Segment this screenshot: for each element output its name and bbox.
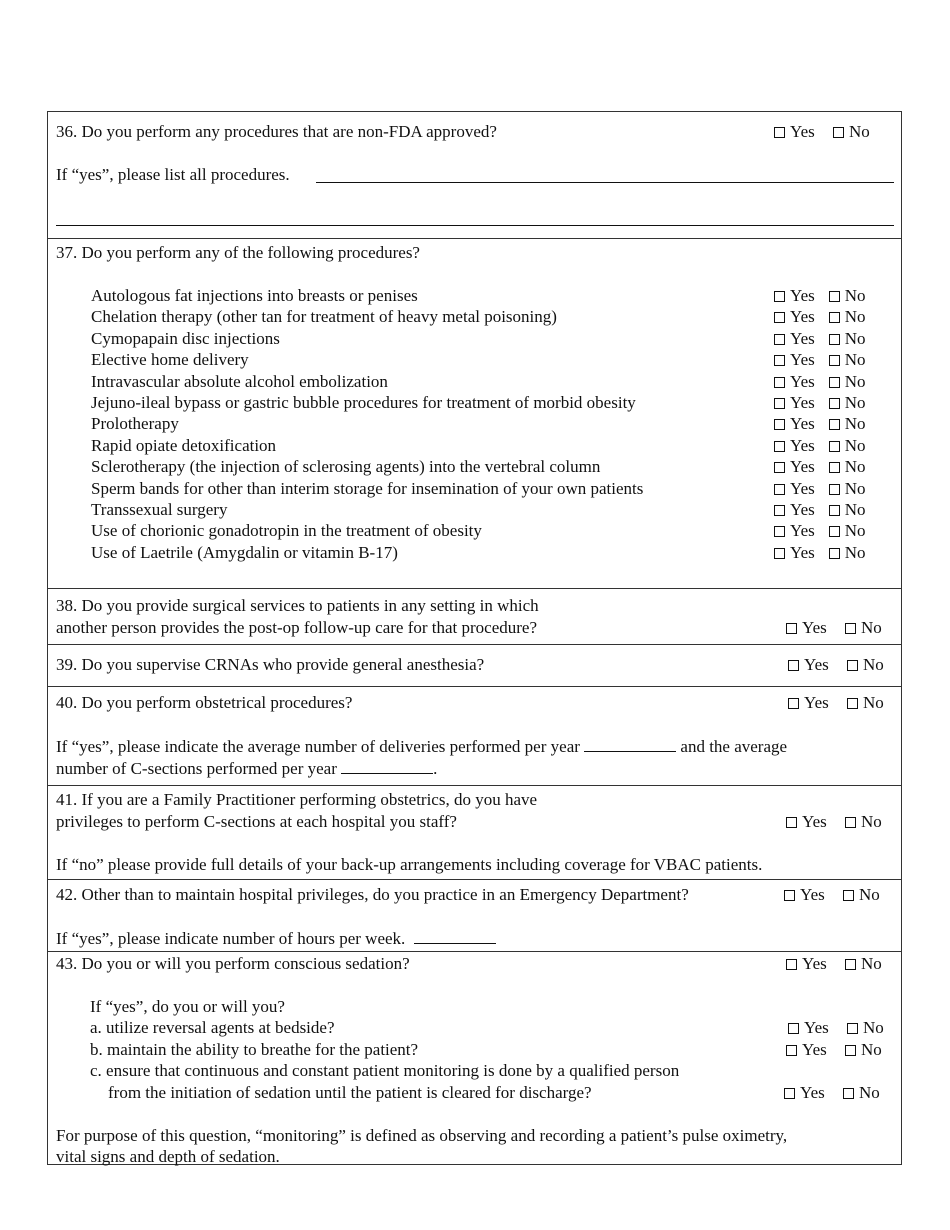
question-43-note-line-1: For purpose of this question, “monitoring” is defined as observing and recording a patient’s pulse oximetry,	[56, 1126, 788, 1145]
yes-checkbox[interactable]	[788, 693, 829, 713]
yes-label: Yes	[802, 1040, 827, 1059]
yes-label: Yes	[790, 435, 815, 455]
procedures-list-line-2[interactable]	[56, 225, 894, 226]
hours-prompt: If “yes”, please indicate number of hours per week.	[56, 929, 406, 948]
yes-checkbox[interactable]	[786, 954, 827, 974]
yes-label: Yes	[790, 393, 815, 412]
question-42-followup	[56, 928, 496, 949]
yes-checkbox[interactable]	[774, 329, 815, 349]
procedure-item-answer	[774, 307, 866, 327]
checkbox-icon	[784, 890, 795, 901]
question-43-a: a. utilize reversal agents at bedside?	[90, 1018, 335, 1037]
no-label: No	[844, 542, 866, 562]
yes-checkbox[interactable]	[774, 521, 815, 541]
yes-checkbox[interactable]	[786, 618, 827, 638]
question-36-text: 36. Do you perform any procedures that are non-FDA approved?	[56, 122, 497, 141]
no-checkbox[interactable]	[845, 618, 882, 638]
question-43-answer	[786, 954, 882, 974]
no-checkbox[interactable]	[829, 286, 866, 306]
checkbox-icon	[829, 398, 840, 409]
no-label: No	[844, 500, 866, 519]
question-41-line-1: 41. If you are a Family Practitioner performing obstetrics, do you have	[56, 790, 538, 809]
procedure-item-answer	[774, 457, 866, 477]
question-43-c-line-1: c. ensure that continuous and constant patient monitoring is done by a qualified person	[90, 1061, 680, 1080]
procedure-item-answer	[774, 393, 866, 413]
checkbox-icon	[774, 484, 785, 495]
checkbox-icon	[788, 698, 799, 709]
yes-label: Yes	[790, 328, 815, 348]
no-label: No	[844, 521, 866, 541]
question-42-answer	[784, 885, 880, 905]
yes-label: Yes	[790, 350, 815, 370]
procedure-item-label: Sclerotherapy (the injection of sclerosing agents) into the vertebral column	[91, 457, 601, 477]
no-label: No	[861, 812, 882, 831]
yes-label: Yes	[790, 457, 815, 477]
checkbox-icon	[774, 334, 785, 345]
procedure-item-label: Jejuno-ileal bypass or gastric bubble procedures for treatment of morbid obesity	[91, 393, 636, 412]
no-label: No	[844, 328, 866, 348]
procedure-item-label: Elective home delivery	[91, 350, 249, 370]
no-checkbox[interactable]	[829, 307, 866, 327]
deliveries-prompt-end: and the average	[680, 737, 788, 756]
question-38-answer	[786, 618, 882, 638]
checkbox-icon	[847, 660, 858, 671]
procedure-item-label: Chelation therapy (other tan for treatment of heavy metal poisoning)	[91, 307, 557, 327]
checkbox-icon	[833, 127, 844, 138]
procedure-item-label: Autologous fat injections into breasts or penises	[91, 286, 418, 305]
procedure-item-label: Transsexual surgery	[91, 500, 228, 519]
question-43-intro: If “yes”, do you or will you?	[90, 997, 285, 1016]
checkbox-icon	[829, 548, 840, 559]
no-label: No	[863, 693, 884, 712]
checkbox-icon	[774, 526, 785, 537]
question-43-note-line-2: vital signs and depth of sedation.	[56, 1147, 280, 1166]
no-checkbox[interactable]	[829, 329, 866, 349]
deliveries-per-year-field[interactable]	[584, 736, 676, 752]
no-checkbox[interactable]	[847, 693, 884, 713]
yes-checkbox[interactable]	[774, 436, 815, 456]
checkbox-icon	[774, 377, 785, 388]
deliveries-prompt: If “yes”, please indicate the average number of deliveries performed per year	[56, 737, 580, 756]
yes-checkbox[interactable]	[788, 1018, 829, 1038]
checkbox-icon	[786, 623, 797, 634]
question-40-answer	[788, 693, 884, 713]
checkbox-icon	[845, 1045, 856, 1056]
question-41-line-2: privileges to perform C-sections at each hospital you staff?	[56, 812, 457, 831]
yes-label: Yes	[790, 542, 815, 562]
yes-checkbox[interactable]	[786, 812, 827, 832]
checkbox-icon	[829, 291, 840, 302]
no-label: No	[844, 393, 866, 412]
checkbox-icon	[829, 526, 840, 537]
question-39-answer	[788, 655, 884, 675]
yes-checkbox[interactable]	[784, 885, 825, 905]
question-37-section	[48, 238, 901, 588]
no-checkbox[interactable]	[829, 457, 866, 477]
no-checkbox[interactable]	[829, 543, 866, 563]
checkbox-icon	[829, 312, 840, 323]
yes-label: Yes	[804, 1018, 829, 1037]
checkbox-icon	[829, 484, 840, 495]
no-label: No	[859, 885, 880, 904]
yes-label: Yes	[790, 414, 815, 434]
procedure-item-label: Use of Laetrile (Amygdalin or vitamin B-17)	[91, 542, 398, 562]
no-label: No	[844, 371, 866, 391]
question-43-a-answer	[788, 1018, 884, 1038]
no-checkbox[interactable]	[847, 655, 884, 675]
yes-checkbox[interactable]	[774, 543, 815, 563]
checkbox-icon	[784, 1088, 795, 1099]
procedure-item-answer	[774, 350, 866, 370]
no-checkbox[interactable]	[829, 414, 866, 434]
checkbox-icon	[786, 817, 797, 828]
csections-prompt-end: .	[433, 759, 438, 778]
no-label: No	[844, 457, 866, 477]
checkbox-icon	[788, 1023, 799, 1034]
question-40-followup-line-2	[56, 758, 437, 779]
checkbox-icon	[788, 660, 799, 671]
checkbox-icon	[774, 419, 785, 430]
question-40-followup-line-1	[56, 736, 787, 757]
yes-checkbox[interactable]	[774, 479, 815, 499]
yes-checkbox[interactable]	[788, 655, 829, 675]
checkbox-icon	[845, 817, 856, 828]
no-label: No	[861, 618, 882, 637]
csections-prompt: number of C-sections performed per year	[56, 759, 337, 778]
question-41-section	[48, 785, 901, 879]
yes-checkbox[interactable]	[774, 372, 815, 392]
no-checkbox[interactable]	[845, 812, 882, 832]
yes-label: Yes	[790, 500, 815, 519]
checkbox-icon	[786, 1045, 797, 1056]
checkbox-icon	[829, 355, 840, 366]
question-43-section	[48, 951, 901, 1165]
question-38-line-1: 38. Do you provide surgical services to patients in any setting in which	[56, 596, 539, 615]
hours-per-week-field[interactable]	[414, 928, 496, 944]
checkbox-icon	[829, 462, 840, 473]
question-43-b: b. maintain the ability to breathe for the patient?	[90, 1040, 419, 1059]
yes-label: Yes	[802, 812, 827, 831]
yes-label: Yes	[804, 693, 829, 712]
yes-label: Yes	[802, 954, 827, 973]
question-43-b-answer	[786, 1040, 882, 1060]
yes-label: Yes	[802, 618, 827, 637]
yes-checkbox[interactable]	[774, 307, 815, 327]
checkbox-icon	[843, 890, 854, 901]
procedure-item-answer	[774, 436, 866, 456]
yes-checkbox[interactable]	[774, 414, 815, 434]
procedure-item-answer	[774, 500, 866, 520]
question-40-text: 40. Do you perform obstetrical procedures?	[56, 693, 353, 712]
question-38-line-2: another person provides the post-op follow-up care for that procedure?	[56, 618, 538, 637]
no-checkbox[interactable]	[829, 436, 866, 456]
no-checkbox[interactable]	[829, 521, 866, 541]
question-36-followup: If “yes”, please list all procedures.	[56, 165, 290, 184]
question-36-answer	[774, 122, 870, 142]
procedure-item-answer	[774, 521, 866, 541]
question-36-section	[48, 112, 901, 238]
no-label: No	[844, 307, 866, 327]
procedure-item-label: Rapid opiate detoxification	[91, 435, 277, 455]
no-checkbox[interactable]	[847, 1018, 884, 1038]
yes-checkbox[interactable]	[774, 286, 815, 306]
checkbox-icon	[847, 698, 858, 709]
procedure-item-label: Cymopapain disc injections	[91, 328, 280, 348]
procedure-item-label: Use of chorionic gonadotropin in the treatment of obesity	[91, 521, 482, 541]
question-39-section	[48, 644, 901, 686]
question-39-text: 39. Do you supervise CRNAs who provide general anesthesia?	[56, 655, 485, 674]
yes-checkbox[interactable]	[774, 500, 815, 520]
checkbox-icon	[829, 334, 840, 345]
no-checkbox[interactable]	[843, 885, 880, 905]
checkbox-icon	[829, 505, 840, 516]
no-label: No	[861, 954, 882, 973]
no-checkbox[interactable]	[829, 479, 866, 499]
yes-checkbox[interactable]	[786, 1040, 827, 1060]
no-label: No	[863, 655, 884, 674]
no-checkbox[interactable]	[829, 393, 866, 413]
no-checkbox[interactable]	[833, 122, 870, 142]
yes-label: Yes	[800, 885, 825, 904]
question-42-text: 42. Other than to maintain hospital privileges, do you practice in an Emergency Department?	[56, 885, 689, 904]
yes-checkbox[interactable]	[774, 350, 815, 370]
yes-label: Yes	[790, 307, 815, 327]
no-checkbox[interactable]	[829, 500, 866, 520]
question-41-followup: If “no” please provide full details of your back-up arrangements including coverage for VBAC patients.	[56, 855, 763, 874]
no-label: No	[844, 350, 866, 370]
question-43-c-line-2: from the initiation of sedation until the patient is cleared for discharge?	[108, 1083, 592, 1102]
checkbox-icon	[845, 623, 856, 634]
no-checkbox[interactable]	[845, 954, 882, 974]
checkbox-icon	[774, 505, 785, 516]
checkbox-icon	[774, 127, 785, 138]
procedure-item-answer	[774, 414, 866, 434]
question-43-c-answer	[784, 1083, 880, 1103]
procedure-item-label: Sperm bands for other than interim storage for insemination of your own patients	[91, 478, 644, 498]
procedure-item-label: Intravascular absolute alcohol embolization	[91, 371, 388, 391]
procedure-item-answer	[774, 372, 866, 392]
no-label: No	[844, 286, 866, 305]
checkbox-icon	[847, 1023, 858, 1034]
no-checkbox[interactable]	[829, 350, 866, 370]
question-42-section	[48, 879, 901, 951]
yes-checkbox[interactable]	[774, 457, 815, 477]
checkbox-icon	[774, 312, 785, 323]
no-checkbox[interactable]	[843, 1083, 880, 1103]
checkbox-icon	[845, 959, 856, 970]
procedure-item-label: Prolotherapy	[91, 414, 179, 434]
question-40-section	[48, 686, 901, 785]
question-43-text: 43. Do you or will you perform conscious sedation?	[56, 954, 410, 973]
checkbox-icon	[774, 355, 785, 366]
yes-label: Yes	[790, 371, 815, 391]
no-label: No	[849, 122, 870, 141]
procedure-item-answer	[774, 329, 866, 349]
procedures-list-line-1[interactable]	[316, 182, 894, 183]
yes-label: Yes	[800, 1083, 825, 1102]
no-label: No	[859, 1083, 880, 1102]
yes-label: Yes	[790, 478, 815, 498]
question-38-section	[48, 588, 901, 644]
checkbox-icon	[829, 441, 840, 452]
yes-label: Yes	[804, 655, 829, 674]
checkbox-icon	[829, 377, 840, 388]
procedure-item-answer	[774, 543, 866, 563]
no-label: No	[844, 478, 866, 498]
question-37-text: 37. Do you perform any of the following procedures?	[56, 243, 420, 262]
yes-checkbox[interactable]	[784, 1083, 825, 1103]
yes-checkbox[interactable]	[774, 393, 815, 413]
checkbox-icon	[829, 419, 840, 430]
checkbox-icon	[774, 548, 785, 559]
no-label: No	[863, 1018, 884, 1037]
procedure-item-answer	[774, 286, 866, 306]
no-checkbox[interactable]	[829, 372, 866, 392]
yes-label: Yes	[790, 521, 815, 541]
checkbox-icon	[843, 1088, 854, 1099]
no-label: No	[861, 1040, 882, 1059]
no-label: No	[844, 435, 866, 455]
question-41-answer	[786, 812, 882, 832]
yes-label: Yes	[790, 286, 815, 305]
checkbox-icon	[774, 462, 785, 473]
checkbox-icon	[786, 959, 797, 970]
procedure-item-answer	[774, 479, 866, 499]
yes-label: Yes	[790, 122, 815, 141]
checkbox-icon	[774, 291, 785, 302]
checkbox-icon	[774, 441, 785, 452]
csections-per-year-field[interactable]	[341, 758, 433, 774]
no-checkbox[interactable]	[845, 1040, 882, 1060]
yes-checkbox[interactable]	[774, 122, 815, 142]
checkbox-icon	[774, 398, 785, 409]
no-label: No	[844, 414, 866, 434]
questionnaire-form	[47, 111, 902, 1165]
